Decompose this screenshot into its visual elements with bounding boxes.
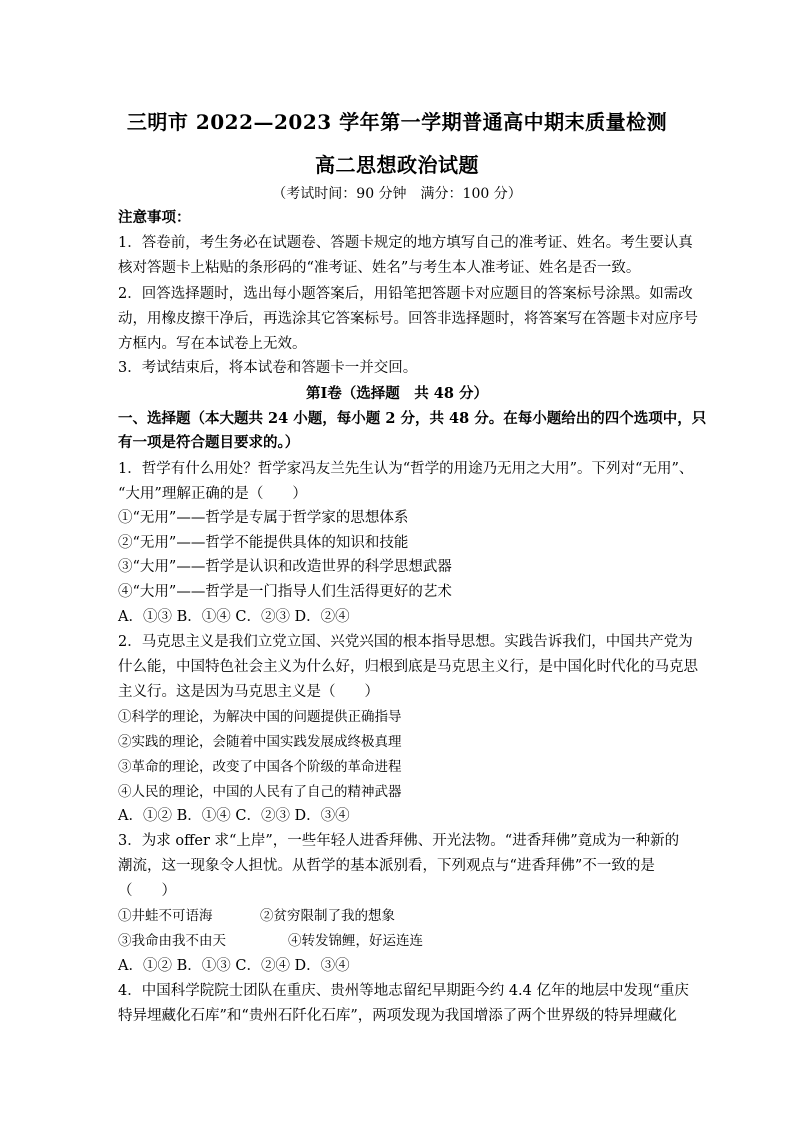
notice-item-2-cont2: 方框内。写在本试卷上无效。 xyxy=(118,336,307,352)
exam-subject-title: 高二思想政治试题 xyxy=(315,153,479,177)
exam-title: 三明市 2022—2023 学年第一学期普通高中期末质量检测 xyxy=(126,110,668,134)
notice-item-1: 1．答卷前，考生务必在试题卷、答题卡规定的地方填写自己的准考证、姓名。考生要认真 xyxy=(118,235,693,251)
q1-answers: A．①③ B．①④ C．②③ D．②④ xyxy=(118,609,350,625)
section-title: 第Ⅰ卷（选择题 共 48 分） xyxy=(305,385,489,402)
q1-option-2: ②“无用”——哲学不能提供具体的知识和技能 xyxy=(118,535,409,551)
q1-stem: 1．哲学有什么用处？哲学家冯友兰先生认为“哲学的用途乃无用之大用”。下列对“无用”、 xyxy=(118,461,694,477)
q3-answers: A．①② B．①③ C．②④ D．③④ xyxy=(118,958,350,974)
q3-stem-cont: 潮流，这一现象令人担忧。从哲学的基本派别看，下列观点与“进香拜佛”不一致的是 xyxy=(118,858,655,874)
q4-stem-cont: 特异埋藏化石库”和“贵州石阡化石库”，两项发现为我国增添了两个世界级的特异埋藏化 xyxy=(118,1008,677,1024)
q2-stem: 2．马克思主义是我们立党立国、兴党兴国的根本指导思想。实践告诉我们，中国共产党为 xyxy=(118,634,693,650)
notice-item-1-cont: 核对答题卡上粘贴的条形码的“准考证、姓名”与考生本人准考证、姓名是否一致。 xyxy=(118,260,641,276)
q2-stem-cont2: 主义行。这是因为马克思主义是（ ） xyxy=(118,684,379,700)
q3-stem: 3．为求 offer 求“上岸”，一些年轻人进香拜佛、开光法物。“进香拜佛”竟成为一种新的 xyxy=(118,833,680,849)
q4-stem: 4．中国科学院院士团队在重庆、贵州等地志留纪早期距今约 4.4 亿年的地层中发现“重庆 xyxy=(118,983,689,999)
q2-stem-cont: 什么能，中国特色社会主义为什么好，归根到底是马克思主义行，是中国化时代化的马克思 xyxy=(118,659,698,675)
q3-option-1: ①井蛙不可语海 xyxy=(118,908,213,924)
q3-options-row-2 xyxy=(118,931,678,951)
q3-option-4: ④转发锦鲤，好运连连 xyxy=(288,933,423,949)
notice-heading: 注意事项： xyxy=(118,209,191,226)
q2-option-4: ④人民的理论，中国的人民有了自己的精神武器 xyxy=(118,784,402,800)
notice-item-2: 2．回答选择题时，选出每小题答案后，用铅笔把答题卡对应题目的答案标号涂黑。如需改 xyxy=(118,286,693,302)
q2-option-2: ②实践的理论，会随着中国实践发展成终极真理 xyxy=(118,734,402,750)
q1-stem-cont: “大用”理解正确的是（ ） xyxy=(118,486,307,502)
notice-item-3: 3．考试结束后，将本试卷和答题卡一并交回。 xyxy=(118,360,418,376)
notice-item-2-cont: 动，用橡皮擦干净后，再选涂其它答案标号。回答非选择题时，将答案写在答题卡对应序号 xyxy=(118,311,698,327)
q2-answers: A．①② B．①④ C．②③ D．③④ xyxy=(118,808,350,824)
section-heading: 一、选择题（本大题共 24 小题，每小题 2 分，共 48 分。在每小题给出的四个选项中，只 xyxy=(118,410,707,427)
q2-option-3: ③革命的理论，改变了中国各个阶级的革命进程 xyxy=(118,759,402,775)
q3-options-row-1 xyxy=(118,906,678,926)
q1-option-4: ④“大用”——哲学是一门指导人们生活得更好的艺术 xyxy=(118,584,452,600)
q3-option-3: ③我命由我不由天 xyxy=(118,933,226,949)
section-heading-cont: 有一项是符合题目要求的。） xyxy=(118,434,300,451)
q3-option-2: ②贫穷限制了我的想象 xyxy=(260,908,395,924)
exam-info: （考试时间：90 分钟 满分：100 分） xyxy=(272,186,522,202)
q1-option-3: ③“大用”——哲学是认识和改造世界的科学思想武器 xyxy=(118,559,452,575)
q2-option-1: ①科学的理论，为解决中国的问题提供正确指导 xyxy=(118,709,402,725)
q3-stem-cont2: （ ） xyxy=(118,883,176,899)
q1-option-1: ①“无用”——哲学是专属于哲学家的思想体系 xyxy=(118,510,409,526)
